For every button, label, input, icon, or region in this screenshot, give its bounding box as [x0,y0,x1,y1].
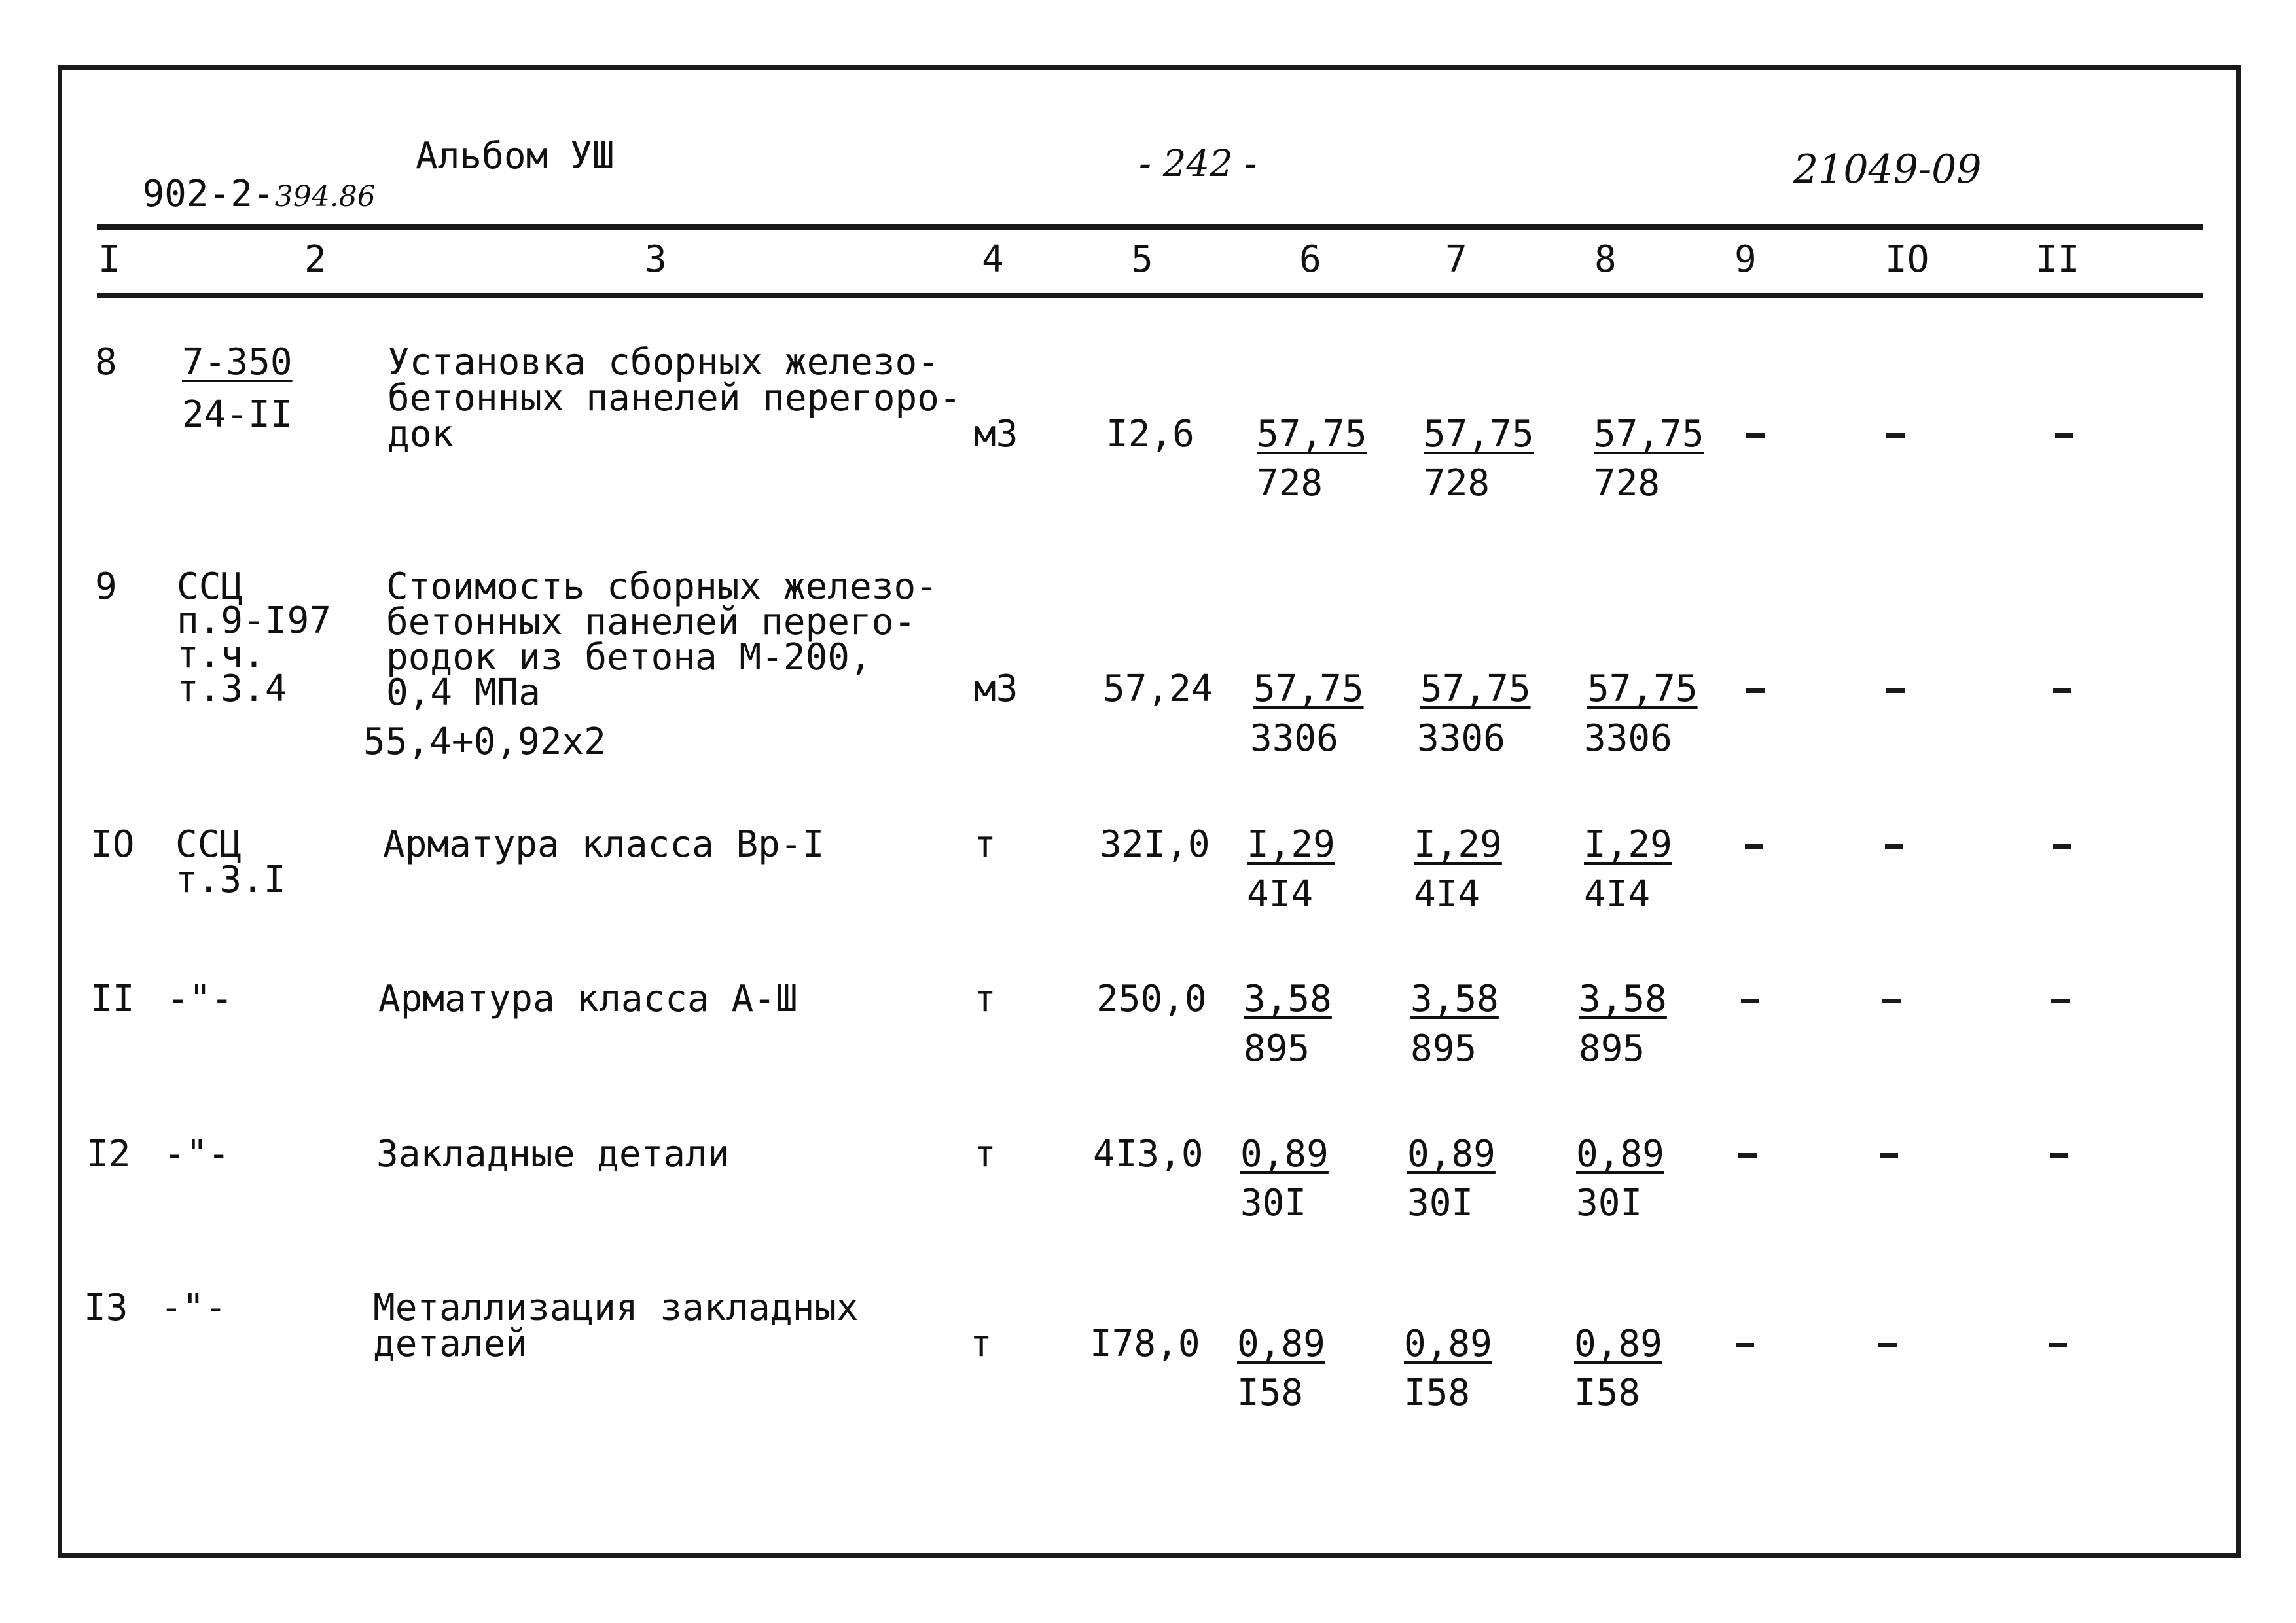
row-number: I2 [86,1133,131,1175]
album-title: Альбом УШ [416,135,615,177]
doc-number-handwritten: 394.86 [274,180,376,213]
total-cost: 895 [1579,1027,1645,1070]
reference-code: -"- [160,1287,227,1329]
row-number: IO [90,823,135,866]
work-description: бетонных панелей перегоро- [387,377,961,419]
unit-cost: 0,89 [1237,1323,1325,1365]
unit-cost: 0,89 [1576,1133,1664,1175]
empty-dash [2050,1153,2068,1158]
total-cost: 30I [1240,1182,1307,1224]
reference-code: -"- [164,1133,230,1175]
reference-code: 7-350 [182,341,293,383]
col-header-2: 2 [304,238,327,281]
total-cost: 30I [1407,1182,1474,1224]
total-cost: 4I4 [1247,873,1314,916]
empty-dash [1746,688,1765,693]
reference-code: 24-II [182,393,293,436]
quantity: 57,24 [1103,668,1213,710]
empty-dash [1886,433,1905,438]
col-header-4: 4 [982,238,1004,281]
quantity: 4I3,0 [1093,1133,1204,1175]
empty-dash [1886,688,1905,693]
col-header-9: 9 [1734,238,1757,281]
calculation-note: 55,4+0,92x2 [363,721,606,763]
unit-cost: 0,89 [1574,1323,1662,1365]
unit-cost: 57,75 [1424,413,1534,455]
unit-cost: 57,75 [1253,668,1364,710]
quantity: 32I,0 [1100,823,1210,866]
work-description: Установка сборных железо- [387,341,939,383]
total-cost: 4I4 [1584,873,1651,916]
reference-code: т.ч. [177,633,265,676]
page-number: - 242 - [1139,143,1257,185]
unit: м3 [974,668,1018,710]
total-cost: 30I [1576,1182,1643,1224]
total-cost: 4I4 [1414,873,1480,916]
total-cost: 3306 [1417,717,1505,760]
work-description: Стоимость сборных железо- [386,565,938,608]
unit-cost: 3,58 [1244,978,1332,1020]
quantity: 250,0 [1096,978,1207,1020]
col-header-7: 7 [1445,238,1467,281]
unit-cost: 0,89 [1404,1323,1492,1365]
empty-dash [1745,844,1763,849]
col-header-6: 6 [1299,238,1321,281]
unit-cost: 0,89 [1407,1133,1496,1175]
work-description: Закладные детали [376,1133,730,1175]
unit-cost: 3,58 [1579,978,1667,1020]
empty-dash [2051,999,2070,1003]
total-cost: 895 [1244,1027,1310,1070]
header-bottom-rule [97,293,2203,298]
work-description: бетонных панелей перего- [386,601,916,643]
total-cost: 728 [1257,462,1323,505]
empty-dash [1738,1153,1757,1158]
empty-dash [1880,1153,1898,1158]
empty-dash [1741,999,1759,1003]
work-description: Арматура класса А-Ш [378,978,798,1020]
total-cost: I58 [1404,1372,1471,1414]
reference-code: ССЦ [177,565,243,608]
reference-code: т.3.4 [177,668,287,710]
work-description: Арматура класса Вр-I [383,823,825,866]
total-cost: 895 [1410,1027,1477,1070]
row-number: I3 [84,1287,128,1329]
empty-dash [2055,433,2073,438]
empty-dash [1882,999,1901,1003]
col-header-1: I [98,238,120,281]
total-cost: 728 [1594,462,1660,505]
unit: т [974,1133,996,1175]
row-number: 8 [95,341,117,383]
col-header-11: II [2036,238,2080,281]
col-header-3: 3 [645,238,667,281]
total-cost: 728 [1424,462,1490,505]
total-cost: 3306 [1584,717,1672,760]
unit-cost: 57,75 [1587,668,1698,710]
unit-cost: I,29 [1584,823,1672,866]
unit-cost: 3,58 [1410,978,1499,1020]
row-number: 9 [95,565,117,608]
col-header-10: IO [1885,238,1929,281]
doc-number [98,137,376,216]
empty-dash [1878,1343,1897,1347]
unit-cost: 57,75 [1420,668,1531,710]
header-top-rule [97,224,2203,230]
unit: м3 [974,413,1018,455]
work-description: 0,4 МПа [386,671,541,714]
doc-number-printed: 902-2- [142,173,275,215]
unit: т [974,823,996,866]
unit: т [970,1323,992,1365]
reference-code: т.3.I [175,859,286,901]
unit: т [974,978,996,1020]
empty-dash [1736,1343,1754,1347]
unit-cost: 57,75 [1257,413,1367,455]
unit-cost: I,29 [1414,823,1502,866]
unit-cost: 0,89 [1240,1133,1329,1175]
empty-dash [2049,1343,2067,1347]
reference-code: -"- [167,978,234,1020]
total-cost: 3306 [1250,717,1338,760]
empty-dash [2053,844,2071,849]
unit-cost: I,29 [1247,823,1335,866]
work-description: деталей [373,1323,528,1365]
work-description: родок из бетона М-200, [386,636,872,679]
work-description: Металлизация закладных [373,1287,859,1329]
empty-dash [2053,688,2071,693]
document-code: 21049-09 [1793,147,1982,192]
unit-cost: 57,75 [1594,413,1704,455]
quantity: I78,0 [1090,1323,1200,1365]
quantity: I2,6 [1106,413,1194,455]
reference-code: п.9-I97 [177,599,332,642]
empty-dash [1746,433,1765,438]
total-cost: I58 [1574,1372,1641,1414]
col-header-8: 8 [1594,238,1617,281]
work-description: док [387,413,454,455]
row-number: II [90,978,135,1020]
col-header-5: 5 [1131,238,1153,281]
total-cost: I58 [1237,1372,1304,1414]
empty-dash [1885,844,1903,849]
reference-code: ССЦ [175,823,242,866]
